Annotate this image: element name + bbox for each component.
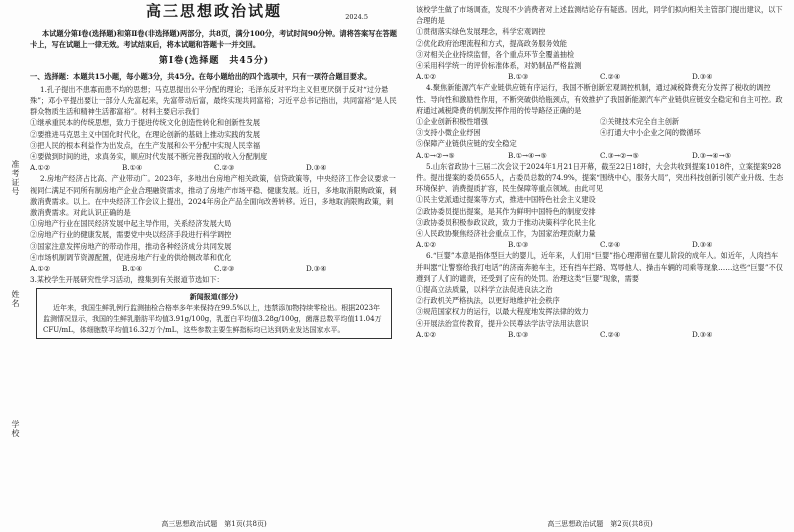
option-statement: ③支持小微企业纾困 [416,128,481,138]
choice-c[interactable]: C.②④ [600,329,621,339]
option-statement: ④采用科学统一的评价标准体系，对奶制品严格监测 [416,61,582,71]
question-stem: 2.房地产经济占比高、产业带动广。2023年，多地出台房地产相关政策，信贷政策等，中央经济工作会议要求一视同仁满足不同所有制房地产企业合理融资需求，推动了房地产市场平稳、健康发展。近日，多地取消限购政策，刺激消费需求。以上。在中央经济工作会议上提出，2024年房企产品全面向改善转移。近日，多地取消限购政策，刺激消费需求。对此认识正确的是 [30,174,397,218]
option-statement: ②要推进马克思主义中国化时代化，在理论创新的基础上推动实践的发展 [30,129,261,139]
margin-label-name: 姓名 [11,290,20,308]
option-statement: ①企业创新积极性增强 [416,117,488,127]
answer-choices [416,71,784,82]
question-3 [30,274,398,339]
choice-a[interactable]: A.①② [416,72,437,82]
news-excerpt-box [36,288,392,339]
option-statement: ①房地产行业在国民经济发展中起主导作用，关系经济发展大局 [30,219,232,229]
answer-choices [30,162,398,173]
question-2 [30,173,398,274]
question-stem: 3.某校学生开展研究性学习活动，搜集到有关报道节选如下： [30,275,224,285]
option-statement: ④要做到时间的进，求真务实，顺应时代发展不断完善我国的收入分配制度 [30,152,268,162]
option-statement: ③政协委员积极参政议政，致力于推动决策科学化民主化 [416,217,596,227]
choice-b[interactable]: B.①→④→⑤ [508,150,547,160]
choice-c[interactable]: C.②③ [214,264,235,274]
question-5 [416,161,784,251]
option-statement: ①提高立法质量，以科学立法促进良法之治 [416,285,553,295]
page-1 [30,0,398,532]
choice-a[interactable]: A.①② [30,264,51,274]
option-statement: ④打通大中小企业之间的微循环 [600,128,701,138]
answer-choices [416,150,784,161]
question-stem: 6.“巨婴”本意是指体型巨大的婴儿，近年来，人们用“巨婴”指心理滞留在婴儿阶段的成年人。如近年，人肉挡车并叫嚣“让警察给我打电话”的济南奔驰车主，还有挡车拦路、骂辱他人、操击车辆的司乘等现象……这些“巨婴”不仅遵到了人们的谴责，还受到了应有的处罚。治理这类“巨婴”现象，需要 [416,251,783,283]
exam-title: 高三思想政治试题 [145,2,282,20]
choice-a[interactable]: A.①② [416,329,437,339]
option-statement: ④市场机制调节资源配置，促进房地产行业的供给侧改革和优化 [30,252,232,262]
question-6 [416,250,784,340]
option-statement: ②房地产行业的健康发展，需要党中央以经济手段进行科学调控 [30,230,232,240]
option-statement: ②政协委员提出提案，是其作为鲜明中国特色的制度安排 [416,206,596,216]
question-1 [30,84,398,174]
question-stem: 1.孔子提出不患寡而患不均的思想；马克思提出公平分配的理论；毛泽东反对平均主义但更厌倒于反对“过分悬殊”；邓小平提出要让一部分人先富起来，先富带动后富，最终实现共同富裕；习近平总书记指出，共同富裕“是人民群众物质生活和精神生活都富裕”。材料主要启示我们 [30,84,397,117]
choice-c[interactable]: C.②④ [600,240,621,250]
option-statement: ①贯彻落实绿色发展理念，科学宏观调控 [416,27,546,37]
choice-b[interactable]: B.①④ [122,264,143,274]
instructions: 本试题分第Ⅰ卷(选择题)和第Ⅱ卷(非选择题)两部分，共8页，满分100分，考试时间90分钟。请将答案写在答题卡上，写在试题上一律无效。考试结束后，将本试题和答题卡一并交回。 [30,29,397,50]
option-statement: ④开展法治宣传教育，提升公民尊法学法守法用法意识 [416,318,589,328]
option-statement: ②优化政府治理流程和方式，提高政务服务效能 [416,38,567,48]
margin-label-school: 学校 [11,420,20,438]
choice-b[interactable]: B.①③ [508,72,529,82]
choice-d[interactable]: D.③④ [306,264,327,274]
choice-d[interactable]: D.③→④→⑤ [692,150,732,160]
choice-a[interactable]: A.①② [30,163,51,173]
choice-d[interactable]: D.③④ [306,163,327,173]
choice-c[interactable]: C.③→②→⑤ [600,150,639,160]
option-statement: ③国家注意发挥房地产的带动作用，推动各种经济成分共同发展 [30,241,232,251]
option-statement: ①继承重民本的传统思想，致力于提进传统文化创造性转化和创新性发展 [30,118,261,128]
margin-label-ticket-number: 准考证号 [11,160,20,196]
answer-choices [416,329,784,340]
answer-choices [416,239,784,250]
news-title: 新闻报道(部分) [189,292,239,302]
page-2 [416,0,784,532]
option-statement: ③把人民的根本利益作为出发点，在生产发展和公平分配中实现人民幸福 [30,140,261,150]
option-grid [416,116,784,150]
page-footer-left: 高三思想政治试题 第1页(共8页) [161,519,267,528]
option-statement: ②行政机关严格执法，以更好地维护社会秩序 [416,296,560,306]
option-statement: ②关键技术完全自主创新 [600,117,680,127]
section-title: 第Ⅰ卷(选择题 共45分) [158,56,270,67]
title-row [30,0,398,26]
question-stem: 5.山东省政协十三届二次会议于2024年1月21日开幕，截至22日18时，大会共收到提案1018件，立案提案928件。提出提案的委员655人，占委员总数的74.9%，提案“围绕中心，服务大局”，突出科技创新引领产业升级、生态环境保护、消费提质扩容，民生保障等重点领域。由此可见 [416,161,784,194]
choice-d[interactable]: D.③④ [692,72,713,82]
choice-b[interactable]: B.①④ [122,163,143,173]
answer-choices [30,263,398,274]
choice-c[interactable]: C.②③ [214,163,235,173]
option-statement: ④人民政协聚焦经济社会重点工作，为国家治理贡献力量 [416,229,596,239]
question-4 [416,82,784,160]
choice-d[interactable]: D.③④ [692,240,713,250]
exam-date: 2024.5 [345,13,368,21]
option-statement: ⑤保障产业链供应链的安全稳定 [416,139,517,149]
choice-b[interactable]: B.①③ [508,329,529,339]
part-heading: 一、选择题：本题共15小题，每小题3分，共45分。在每小题给出的四个选项中，只有一项符合题目要求。 [30,71,372,81]
option-statement: ①民主党派通过提案等方式，推进中国特色社会主义建设 [416,195,596,205]
option-statement: ③规范国家权力的运行，以最大程度地发挥法律的效力 [416,307,589,317]
choice-d[interactable]: D.③④ [692,329,713,339]
page-footer-right: 高三思想政治试题 第2页(共8页) [547,519,653,528]
binding-margin [0,0,28,532]
choice-b[interactable]: B.①③ [508,240,529,250]
choice-a[interactable]: A.①→②→⑤ [416,150,455,160]
news-text: 近年来，我国生鲜乳例行监测抽检合格率多年来保持在99.5%以上，违禁添加物持续零检出。根据2023年监测情况显示，我国的生鲜乳脂肪平均值3.91g/100g，乳蛋白平均值3.28g/100g，菌落总数平均值11.04万CFU/mL，体细胞数平均值16.32万个/mL，这些参数主要生鲜指标均已达到奶业发达国家水平。 [43,304,382,335]
choice-a[interactable]: A.①② [416,240,437,250]
question-stem: 4.聚焦新能源汽车产业链供应链有序运行，我国不断创新宏观调控机制，通过减税降费充分发挥了税收的调控性、导向性和激励性作用，不断突破供给瓶颈点，有效推护了我国新能源汽车产业链供应链安全稳定和自主可控。政府通过减税降费的机制发挥作用的传导路径正确的是 [416,83,783,115]
question-3-continuation: 该校学生做了市场调查，发现不少消费者对上述监测结论存有疑惑。因此，同学们拟向相关主管部门提出建议，以下合理的是 [416,5,783,26]
option-statement: ③对相关企业持续监督，各个重点环节全覆盖抽检 [416,49,575,59]
choice-c[interactable]: C.②④ [600,72,621,82]
